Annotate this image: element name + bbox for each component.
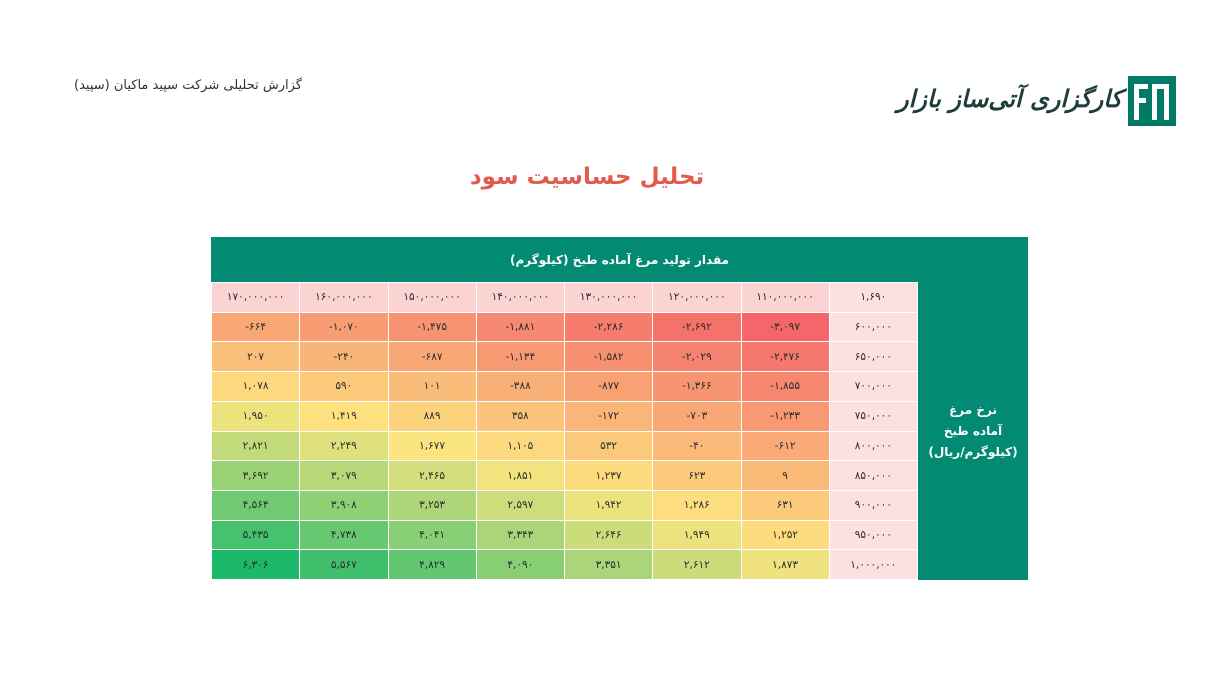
table-cell: -۱,۲۳۳ — [742, 402, 829, 431]
table-cell: -۱,۰۷۰ — [300, 313, 387, 342]
table-cell: -۳,۰۹۷ — [742, 313, 829, 342]
column-header: ۱۷۰,۰۰۰,۰۰۰ — [212, 283, 299, 312]
table-cell: ۳,۰۷۹ — [300, 461, 387, 490]
table-cell: ۱۰۱ — [389, 372, 476, 401]
table-cell: ۴,۰۴۱ — [389, 521, 476, 550]
table-cell: ۱,۹۴۲ — [565, 491, 652, 520]
table-cell: -۶۶۴ — [212, 313, 299, 342]
table-cell: ۳,۳۴۳ — [477, 521, 564, 550]
table-cell: ۱,۱۰۵ — [477, 432, 564, 461]
table-cell: ۲,۶۴۶ — [565, 521, 652, 550]
table-cell: -۲,۰۲۹ — [653, 342, 740, 371]
row-label: ۷۵۰,۰۰۰ — [830, 402, 917, 431]
table-cell: ۵,۵۶۷ — [300, 550, 387, 579]
table-cell: ۱,۶۷۷ — [389, 432, 476, 461]
column-axis-title: مقدار تولید مرغ آماده طبخ (کیلوگرم) — [510, 252, 730, 267]
table-cell: ۱,۸۵۱ — [477, 461, 564, 490]
table-cell: -۳۸۸ — [477, 372, 564, 401]
table-cell: ۵۹۰ — [300, 372, 387, 401]
column-header: ۱۱۰,۰۰۰,۰۰۰ — [742, 283, 829, 312]
column-header: ۱۶۰,۰۰۰,۰۰۰ — [300, 283, 387, 312]
table-cell: -۱۷۲ — [565, 402, 652, 431]
table-cell: ۵۳۲ — [565, 432, 652, 461]
table-cell: ۴,۷۳۸ — [300, 521, 387, 550]
table-cell: ۲,۲۴۹ — [300, 432, 387, 461]
corner-value: ۱,۶۹۰ — [830, 283, 917, 312]
table-cell: ۱,۲۸۶ — [653, 491, 740, 520]
table-cell: ۳,۹۰۸ — [300, 491, 387, 520]
table-cell: -۱,۳۶۶ — [653, 372, 740, 401]
table-cell: ۲,۴۶۵ — [389, 461, 476, 490]
table-cell: ۲۰۷ — [212, 342, 299, 371]
table-cell: ۳,۲۵۳ — [389, 491, 476, 520]
table-cell: -۶۱۲ — [742, 432, 829, 461]
column-header: ۱۴۰,۰۰۰,۰۰۰ — [477, 283, 564, 312]
table-cell: ۹ — [742, 461, 829, 490]
table-cell: -۷۰۳ — [653, 402, 740, 431]
row-axis-title — [918, 282, 1028, 580]
sensitivity-panel — [211, 237, 1028, 580]
main-title: تحلیل حساسیت سود — [469, 164, 705, 190]
table-cell: -۶۸۷ — [389, 342, 476, 371]
report-title: گزارش تحلیلی شرکت سپید ماکیان (سپید) — [74, 78, 302, 93]
table-cell: -۲۴۰ — [300, 342, 387, 371]
row-axis-title-line: آماده طبخ — [943, 423, 1003, 438]
column-header: ۱۳۰,۰۰۰,۰۰۰ — [565, 283, 652, 312]
table-cell: -۱,۸۸۱ — [477, 313, 564, 342]
table-cell: -۲,۶۹۲ — [653, 313, 740, 342]
column-header: ۱۲۰,۰۰۰,۰۰۰ — [653, 283, 740, 312]
table-cell: ۱,۲۳۷ — [565, 461, 652, 490]
logo-text: کارگزاری آتی‌ساز بازار — [897, 84, 1122, 113]
row-axis-title-line: (کیلوگرم/ریال) — [928, 444, 1018, 459]
table-cell: -۲,۲۸۶ — [565, 313, 652, 342]
row-label: ۹۰۰,۰۰۰ — [830, 491, 917, 520]
row-label: ۷۰۰,۰۰۰ — [830, 372, 917, 401]
row-label: ۸۰۰,۰۰۰ — [830, 432, 917, 461]
table-cell: ۴,۸۲۹ — [389, 550, 476, 579]
table-cell: ۱,۴۱۹ — [300, 402, 387, 431]
table-cell: -۸۷۷ — [565, 372, 652, 401]
table-cell: ۱,۸۷۳ — [742, 550, 829, 579]
table-cell: -۱,۵۸۲ — [565, 342, 652, 371]
table-cell: -۴۰ — [653, 432, 740, 461]
row-label: ۸۵۰,۰۰۰ — [830, 461, 917, 490]
table-cell: ۶,۳۰۶ — [212, 550, 299, 579]
table-cell: ۱,۹۵۰ — [212, 402, 299, 431]
table-cell: ۶۲۳ — [653, 461, 740, 490]
table-cell: ۲,۸۲۱ — [212, 432, 299, 461]
row-label: ۹۵۰,۰۰۰ — [830, 521, 917, 550]
table-cell: ۲,۵۹۷ — [477, 491, 564, 520]
table-cell: ۳,۶۹۲ — [212, 461, 299, 490]
table-cell: ۳,۳۵۱ — [565, 550, 652, 579]
table-cell: -۱,۸۵۵ — [742, 372, 829, 401]
table-cell: ۵,۴۳۵ — [212, 521, 299, 550]
table-cell: ۱,۹۴۹ — [653, 521, 740, 550]
table-cell: ۱,۰۷۸ — [212, 372, 299, 401]
table-cell: ۸۸۹ — [389, 402, 476, 431]
table-cell: -۲,۴۷۶ — [742, 342, 829, 371]
table-cell: ۴,۰۹۰ — [477, 550, 564, 579]
row-label: ۶۰۰,۰۰۰ — [830, 313, 917, 342]
row-label: ۱,۰۰۰,۰۰۰ — [830, 550, 917, 579]
sensitivity-table — [211, 282, 918, 580]
table-cell: ۳۵۸ — [477, 402, 564, 431]
table-cell: ۱,۲۵۲ — [742, 521, 829, 550]
table-cell: ۲,۶۱۲ — [653, 550, 740, 579]
row-axis-title-line: نرخ مرغ — [949, 402, 997, 417]
table-cell: ۶۳۱ — [742, 491, 829, 520]
row-label: ۶۵۰,۰۰۰ — [830, 342, 917, 371]
column-header: ۱۵۰,۰۰۰,۰۰۰ — [389, 283, 476, 312]
table-cell: -۱,۴۷۵ — [389, 313, 476, 342]
logo-mark-icon — [1128, 76, 1176, 126]
table-cell: -۱,۱۳۴ — [477, 342, 564, 371]
company-logo — [897, 74, 1180, 130]
table-cell: ۴,۵۶۴ — [212, 491, 299, 520]
